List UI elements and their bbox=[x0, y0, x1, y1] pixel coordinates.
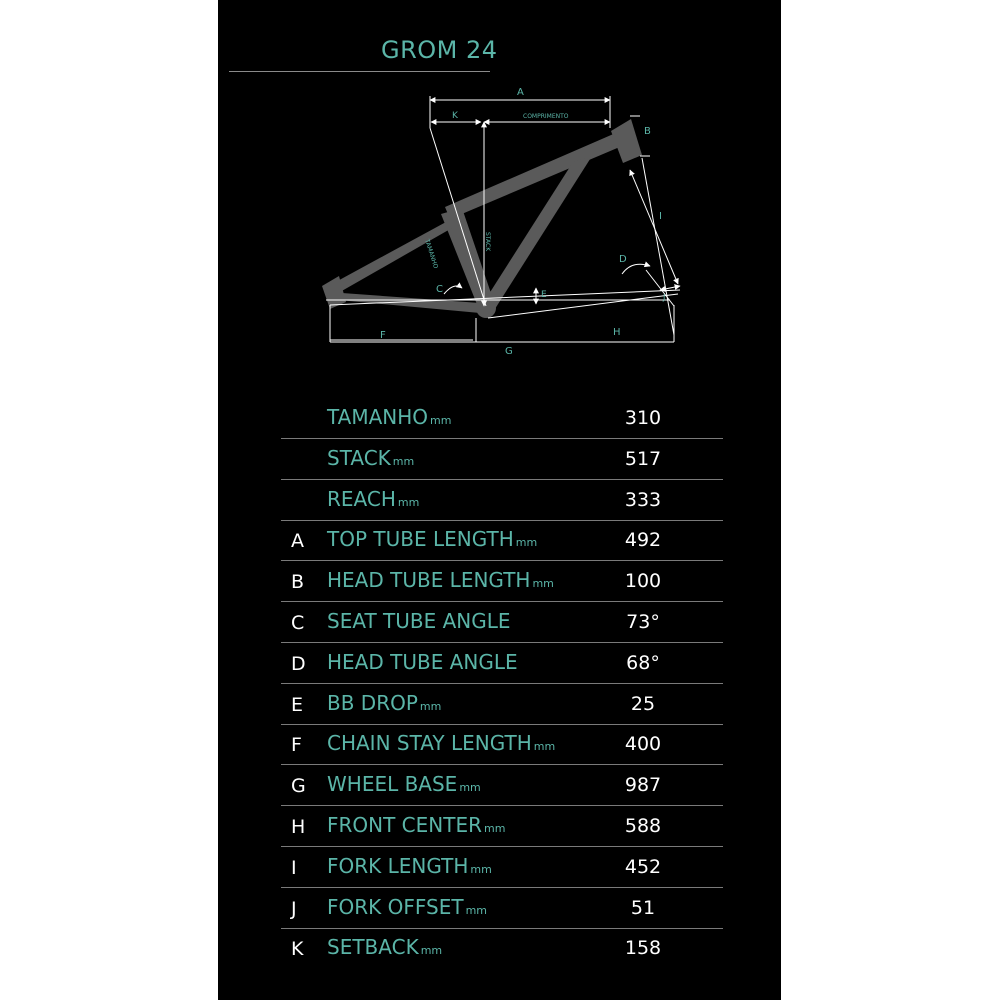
table-row bbox=[281, 683, 723, 725]
label-d: D bbox=[619, 254, 627, 265]
row-unit: mm bbox=[420, 944, 443, 958]
row-parameter bbox=[327, 487, 419, 511]
row-unit: mm bbox=[419, 699, 442, 713]
row-parameter bbox=[327, 609, 513, 633]
row-value: 492 bbox=[624, 529, 662, 552]
row-label: HEAD TUBE LENGTH bbox=[327, 568, 531, 593]
bike-frame bbox=[322, 119, 642, 318]
row-value: 987 bbox=[624, 774, 662, 797]
label-a: A bbox=[517, 87, 524, 98]
row-value: 400 bbox=[624, 733, 662, 756]
row-value: 158 bbox=[624, 937, 662, 960]
row-label: FORK LENGTH bbox=[327, 853, 469, 878]
row-parameter bbox=[327, 935, 442, 959]
row-code: G bbox=[291, 775, 306, 798]
chain-stay bbox=[328, 292, 480, 313]
steerer-axis bbox=[642, 158, 674, 335]
row-unit: mm bbox=[465, 903, 487, 917]
row-code: F bbox=[291, 734, 302, 757]
row-label: TAMANHO bbox=[327, 405, 429, 429]
row-label: HEAD TUBE ANGLE bbox=[327, 649, 518, 674]
row-code: B bbox=[291, 571, 305, 594]
table-row bbox=[281, 887, 723, 929]
table-row bbox=[281, 519, 723, 561]
row-label: STACK bbox=[327, 445, 391, 470]
table-row bbox=[281, 927, 723, 968]
label-c: C bbox=[436, 284, 443, 295]
row-label: SEAT TUBE ANGLE bbox=[327, 609, 511, 633]
row-label: CHAIN STAY LENGTH bbox=[327, 731, 532, 756]
row-value: 588 bbox=[624, 815, 662, 837]
table-row bbox=[281, 805, 723, 847]
row-code: I bbox=[291, 856, 297, 879]
row-parameter bbox=[327, 691, 441, 715]
row-label: SETBACK bbox=[327, 935, 419, 960]
dim-c-arc bbox=[444, 286, 462, 294]
row-parameter bbox=[327, 854, 492, 878]
row-parameter bbox=[327, 527, 537, 551]
row-unit: mm bbox=[459, 781, 481, 795]
table-row bbox=[281, 764, 723, 806]
frame-geometry-diagram bbox=[218, 0, 781, 370]
table-row bbox=[281, 642, 723, 684]
row-unit: mm bbox=[470, 862, 492, 876]
row-parameter bbox=[327, 568, 554, 592]
row-code: H bbox=[291, 816, 306, 838]
row-label: TOP TUBE LENGTH bbox=[327, 527, 514, 552]
row-parameter bbox=[327, 895, 487, 919]
label-g: G bbox=[505, 346, 513, 357]
table-row bbox=[281, 846, 723, 888]
row-parameter bbox=[327, 772, 481, 796]
label-i: I bbox=[659, 211, 662, 222]
row-unit: mm bbox=[515, 536, 538, 550]
row-unit: mm bbox=[532, 577, 554, 591]
row-code: D bbox=[291, 652, 306, 675]
top-tube bbox=[445, 132, 622, 219]
row-parameter bbox=[327, 405, 451, 429]
table-row bbox=[281, 438, 723, 480]
label-f: F bbox=[380, 330, 386, 341]
table-row bbox=[281, 723, 723, 765]
row-value: 517 bbox=[624, 447, 662, 470]
bottom-bracket bbox=[476, 298, 496, 318]
head-tube bbox=[611, 119, 642, 163]
label-k: K bbox=[452, 111, 458, 121]
row-unit: mm bbox=[533, 740, 556, 754]
dim-j-line bbox=[660, 286, 680, 290]
seat-tube bbox=[441, 208, 495, 312]
row-value: 73° bbox=[626, 611, 660, 633]
row-value: 68° bbox=[626, 651, 660, 674]
row-unit: mm bbox=[397, 495, 420, 509]
row-code: K bbox=[291, 938, 304, 961]
row-parameter bbox=[327, 731, 555, 755]
row-code: C bbox=[291, 612, 305, 634]
bb-line bbox=[488, 294, 678, 318]
table-row bbox=[281, 601, 723, 643]
row-unit: mm bbox=[430, 414, 452, 427]
row-code: A bbox=[291, 530, 304, 553]
dim-d-arc bbox=[622, 264, 650, 274]
row-code: E bbox=[291, 693, 304, 716]
row-value: 25 bbox=[630, 692, 656, 715]
row-parameter bbox=[327, 813, 505, 837]
label-b: B bbox=[644, 126, 651, 137]
table-row bbox=[281, 479, 723, 521]
table-row bbox=[281, 560, 723, 602]
label-tamanho: TAMANHO bbox=[423, 238, 440, 270]
row-parameter bbox=[327, 446, 414, 470]
seat-tube-ext bbox=[430, 128, 486, 306]
page-title: GROM 24 bbox=[381, 36, 498, 64]
label-stack: STACK bbox=[484, 232, 491, 252]
row-label: WHEEL BASE bbox=[327, 772, 458, 797]
row-unit: mm bbox=[392, 454, 415, 468]
row-code: J bbox=[291, 897, 297, 920]
table-row bbox=[281, 397, 723, 439]
row-label: BB DROP bbox=[327, 690, 418, 715]
label-e: E bbox=[541, 290, 547, 300]
row-label: REACH bbox=[327, 486, 396, 511]
row-value: 51 bbox=[630, 896, 656, 919]
row-value: 310 bbox=[624, 407, 662, 429]
row-unit: mm bbox=[484, 822, 506, 835]
label-comprimento: COMPRIMENTO bbox=[523, 113, 569, 120]
label-j: J bbox=[663, 293, 666, 302]
row-value: 452 bbox=[624, 855, 662, 878]
row-parameter bbox=[327, 650, 520, 674]
label-h: H bbox=[613, 327, 621, 338]
row-label: FRONT CENTER bbox=[327, 813, 482, 837]
row-label: FORK OFFSET bbox=[327, 894, 464, 919]
row-value: 333 bbox=[624, 488, 662, 511]
row-value: 100 bbox=[624, 570, 662, 593]
